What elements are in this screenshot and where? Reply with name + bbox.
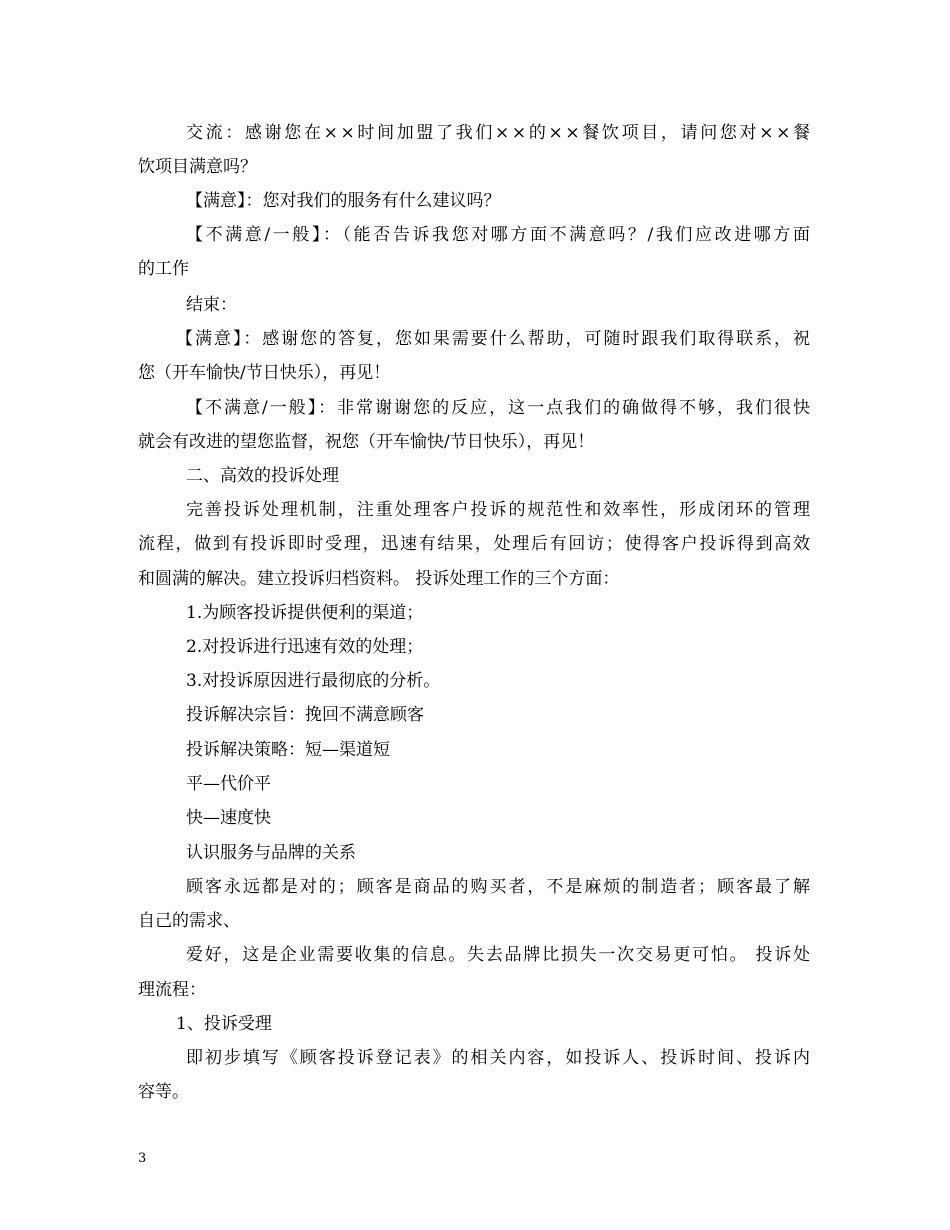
- section-heading: 二、高效的投诉处理: [186, 466, 339, 486]
- paragraph-line: 投诉解决宗旨：挽回不满意顾客: [186, 705, 424, 725]
- subsection-heading: 1、投诉受理: [176, 1014, 272, 1034]
- paragraph-line: 【不满意/一般】：非常谢谢您的反应，这一点我们的确做得不够，我们很快: [186, 398, 812, 418]
- section-label: 结束：: [186, 295, 237, 315]
- paragraph-line: 交流：感谢您在××时间加盟了我们××的××餐饮项目，请问您对××餐: [186, 123, 813, 143]
- paragraph-line: 理流程：: [138, 980, 206, 1000]
- paragraph-line: 快—速度快: [186, 808, 271, 828]
- paragraph-line: 完善投诉处理机制，注重处理客户投诉的规范性和效率性，形成闭环的管理: [186, 500, 812, 520]
- list-item: 1.为顾客投诉提供便利的渠道；: [186, 603, 424, 623]
- paragraph-line: 就会有改进的望您监督，祝您（开车愉快/节日快乐），再见！: [138, 432, 595, 452]
- paragraph-line: 容等。: [138, 1082, 189, 1102]
- paragraph-line: 您（开车愉快/节日快乐），再见！: [138, 363, 391, 383]
- paragraph-line: 饮项目满意吗？: [138, 157, 257, 177]
- paragraph-line: 爱好，这是企业需要收集的信息。失去品牌比损失一次交易更可怕。 投诉处: [186, 945, 812, 965]
- paragraph-line: 【满意】：您对我们的服务有什么建议吗？: [186, 191, 501, 211]
- paragraph-line: 即初步填写《顾客投诉登记表》的相关内容，如投诉人、投诉时间、投诉内: [186, 1048, 812, 1068]
- paragraph-line: 流程，做到有投诉即时受理，迅速有结果，处理后有回访；使得客户投诉得到高效: [138, 534, 812, 554]
- paragraph-line: 自己的需求、: [138, 911, 240, 931]
- paragraph-line: 【不满意/一般】：（能否告诉我您对哪方面不满意吗？/我们应改进哪方面: [186, 225, 813, 245]
- paragraph-line: 顾客永远都是对的；顾客是商品的购买者，不是麻烦的制造者；顾客最了解: [186, 877, 812, 897]
- paragraph-line: 认识服务与品牌的关系: [186, 843, 356, 863]
- paragraph-line: 【满意】：感谢您的答复，您如果需要什么帮助，可随时跟我们取得联系，祝: [176, 329, 812, 349]
- paragraph-line: 投诉解决策略：短—渠道短: [186, 740, 390, 760]
- list-item: 3.对投诉原因进行最彻底的分析。: [186, 671, 441, 691]
- page-number: 3: [138, 1151, 147, 1166]
- list-item: 2.对投诉进行迅速有效的处理；: [186, 637, 424, 657]
- paragraph-line: 和圆满的解决。建立投诉归档资料。 投诉处理工作的三个方面：: [138, 569, 620, 589]
- paragraph-line: 的工作: [138, 259, 189, 279]
- paragraph-line: 平—代价平: [186, 774, 271, 794]
